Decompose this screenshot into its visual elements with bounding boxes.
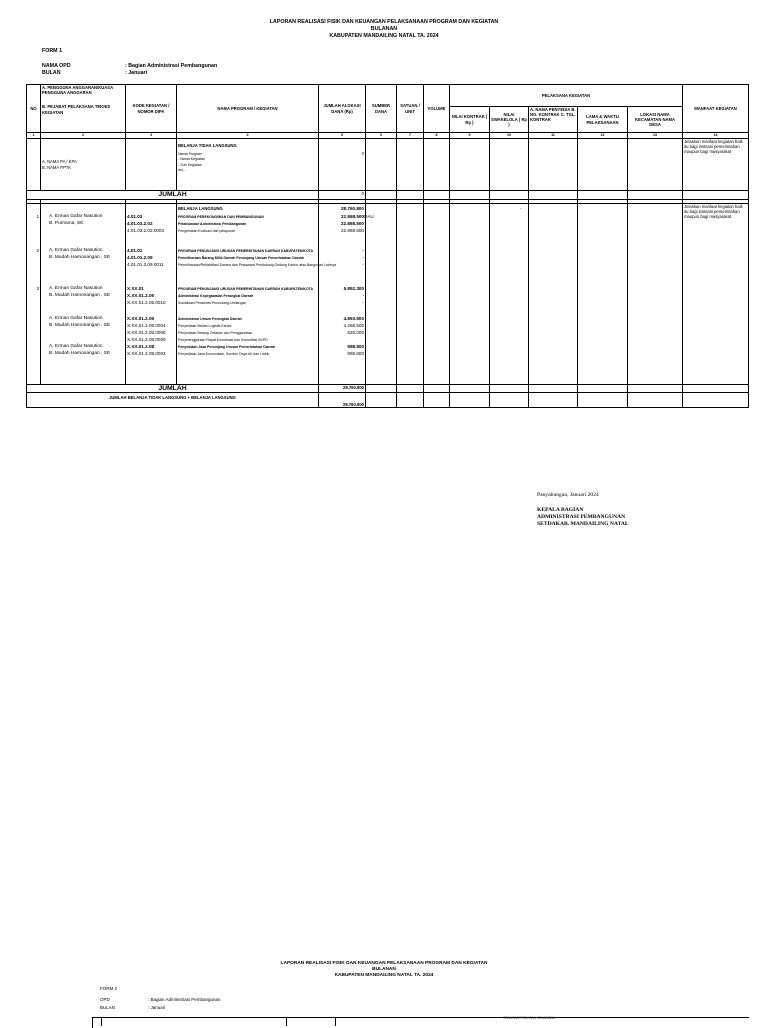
kode-kegiatan: 4.01.03 <box>127 214 143 219</box>
sub-kegiatan-name: Pemeliharaan/Rehabilitasi Sarana dan Prasarana Pendukung Gedung Kantor atau Bangunan Lainnya <box>178 262 337 267</box>
btl-item: dst... <box>178 167 186 172</box>
col-penyedia: A. NAMA PENYEDIA B. NO. KONTRAK C. TGL. KONTRAK <box>529 107 578 133</box>
form-label: FORM 1 <box>42 48 63 54</box>
btl-manfaat: Jelaskan manfaat kegiatan baik itu bagi instansi pemerintahan maupun bagi masyarakat <box>683 139 749 191</box>
alokasi-dana: - <box>362 300 364 305</box>
signature-place-date: Panyabungan, Januari 2024 <box>537 492 599 498</box>
column-number: 14 <box>683 133 749 139</box>
alokasi-dana: - <box>362 262 364 267</box>
page2-region: KABUPATEN MANDAILING NATAL TA. 2024 <box>334 973 434 978</box>
report-period: BULANAN <box>370 26 398 32</box>
group-pptk: B. Mudah Hamonangan , SE <box>49 255 111 260</box>
kode-kegiatan: X.XX.01.2.06.0005 <box>127 330 166 335</box>
kode-kegiatan: X.XX.01.2.05 <box>127 293 155 298</box>
sub-kegiatan-name: Penyelenggaraan Rapat Koordinasi dan Konsultasi SKPD <box>178 337 268 342</box>
program-name: Administrasi Kepegawaian Perangkat Daerah <box>178 293 254 298</box>
kode-kegiatan: X.XX.01.2.05.0010 <box>127 300 166 305</box>
grand-total-label: JUMLAH BELANJA TIDAK LANGSUNG + BELANJA LANGSUNG <box>27 393 319 408</box>
jumlah-bl-value: 28.760.800 <box>319 385 366 393</box>
btl-item: - Nama Kegiatan <box>178 157 205 162</box>
kode-kegiatan: X.XX.01.2.08 <box>127 344 155 349</box>
col-nilai-swakelola: NILAI SWAKELOLA ( Rp ) <box>490 107 529 133</box>
kode-kegiatan: X.XX.01.2.06.0009 <box>127 337 166 342</box>
signature-title-1: KEPALA BAGIAN <box>537 507 584 513</box>
alokasi-dana: - <box>362 293 364 298</box>
group-number: 1 <box>36 214 39 219</box>
report-table <box>26 84 749 408</box>
program-name: Pemeliharaan Barang Milik Daerah Penunjang Urusan Pemerintahan Daerah <box>178 255 305 260</box>
bl-manfaat: Jelaskan manfaat kegiatan baik itu bagi instansi pemerintahan maupun bagi masyarakat <box>683 204 749 385</box>
group-number: 2 <box>36 248 39 253</box>
sub-kegiatan-name: Penyediaan Jasa Komunikasi, Sumber Daya Air dan Listrik <box>178 351 270 356</box>
program-name: PROGRAM PENUNJANG URUSAN PEMERINTAHAN DAERAH KABUPATEN/KOTA <box>178 248 314 253</box>
group-pa: A. Erman Gafar Nasution <box>49 344 103 349</box>
group-pptk: B. Mudah Hamonangan , SE <box>49 323 111 328</box>
opd-label: NAMA OPD <box>42 63 71 69</box>
col-lokasi: LOKASI NAMA KECAMATAN NAMA DESA <box>628 107 683 133</box>
alokasi-dana: 22.868.500 <box>341 214 364 219</box>
group-pa: A. Erman Gafar Nasution <box>49 248 103 253</box>
alokasi-dana: 4.893.500 <box>343 316 364 321</box>
btl-pa: A. NAMA PA / KPA <box>42 159 77 165</box>
col-lama: LAMA & WAKTU PELAKSANAAN <box>578 107 628 133</box>
opd-value: : Bagian Administrasi Pembangunan <box>125 63 218 69</box>
page2-opd-value: : Bagian Administrasi Pembangunan <box>148 997 221 1002</box>
page2-title: LAPORAN REALISASI FISIK DAN KEUANGAN PELAKSANAAN PROGRAM DAN KEGIATAN <box>280 961 488 966</box>
btl-item: - Sub Kegiatan <box>178 162 202 167</box>
program-name: Pelaksanaan Administrasi Pembangunan <box>178 221 247 226</box>
col-kode: KODE KEGIATAN / NOMOR DIPA <box>126 85 177 133</box>
alokasi-dana: 4.268.500 <box>343 323 364 328</box>
page2-bulan-value: : Januari <box>148 1005 166 1010</box>
btl-value: 0 <box>319 139 366 191</box>
sub-kegiatan-name: Penyediaan Bahan Logistik Kantor <box>178 323 232 328</box>
kode-kegiatan: 4.01.01.2.09.0011 <box>127 262 164 267</box>
column-number: 6 <box>366 133 397 139</box>
alokasi-dana: 22.868.500 <box>341 228 364 233</box>
program-name: PROGRAM PENUNJANG URUSAN PEMERINTAHAN DAERAH KABUPATEN/KOTA <box>178 286 314 291</box>
kode-kegiatan: 4.01.03.2.02.0003 <box>127 228 165 233</box>
btl-item: Nama Program <box>178 152 203 157</box>
column-number: 3 <box>126 133 177 139</box>
group-pptk: B. Purnama, SE <box>49 221 84 226</box>
page2-col-hint: REALISASI FISIK DAN KEUANGAN <box>503 1016 555 1020</box>
group-pa: A. Erman Gafar Nasution <box>49 316 103 321</box>
sumber-dana: DAU <box>364 214 374 219</box>
bl-title: BELANJA LANGSUNG <box>178 206 223 211</box>
column-number: 10 <box>490 133 529 139</box>
column-number: 4 <box>177 133 319 139</box>
btl-pptk: B. NAMA PPTK <box>42 164 72 170</box>
col-no: NO <box>27 85 41 133</box>
alokasi-dana: 22.868.500 <box>341 221 364 226</box>
col-volume: VOLUME <box>424 85 450 133</box>
program-name: PROGRAM PEREKONOMIAN DAN PEMBANGUNAN <box>178 214 264 219</box>
group-pptk: B. Mudah Hamonangan , SE <box>49 293 111 298</box>
grand-total-value: 28.760.800 <box>319 393 366 408</box>
btl-title: BELANJA TIDAK LANGSUNG <box>178 143 237 148</box>
page2-opd-label: OPD <box>100 997 110 1002</box>
column-number: 5 <box>319 133 366 139</box>
col-pa: A. PENGGUNA ANGGARAN/KUASA PENGGUNA ANGGARAN <box>42 85 113 96</box>
col-satuan: SATUAN / UNIT <box>397 85 424 133</box>
kode-kegiatan: 4.01.03.2.02 <box>127 221 153 226</box>
bulan-label: BULAN <box>42 70 61 76</box>
alokasi-dana: - <box>362 248 364 253</box>
signature-title-3: SETDAKAB. MANDAILING NATAL <box>537 521 629 527</box>
report-title: LAPORAN REALISASI FISIK DAN KEUANGAN PELAKSANAAN PROGRAM DAN KEGIATAN <box>269 19 499 25</box>
column-number: 2 <box>41 133 126 139</box>
group-pa: A. Erman Gafar Nasution <box>49 214 103 219</box>
page2-bulan-label: BULAN <box>100 1005 116 1010</box>
col-manfaat: MANFAAT KEGIATAN <box>683 85 749 133</box>
program-name: Administrasi Umum Perangkat Daerah <box>178 316 242 321</box>
sub-kegiatan-name: Pengelolaan Evaluasi dan pelaporan <box>178 228 236 233</box>
alokasi-dana: - <box>362 255 364 260</box>
column-number: 8 <box>424 133 450 139</box>
sub-kegiatan-name: Penyediaan Barang Cetakan dan Penggandaan <box>178 330 253 335</box>
kode-kegiatan: 4.01.01.2.09 <box>127 255 153 260</box>
kode-kegiatan: 4.01.01 <box>127 248 143 253</box>
bl-total: 28.760.800 <box>341 206 364 211</box>
alokasi-dana: 998.800 <box>347 351 364 356</box>
kode-kegiatan: X.XX.01 <box>127 286 144 291</box>
pelaksana-swakelola: - <box>520 206 522 211</box>
jumlah-btl-value: 0 <box>319 191 366 200</box>
alokasi-dana: 998.800 <box>347 344 364 349</box>
col-pelaksana: PELAKSANA KEGIATAN <box>450 85 683 107</box>
col-sumber: SUMBER DANA <box>366 85 397 133</box>
group-number: 3 <box>36 286 39 291</box>
alokasi-dana: 625.000 <box>347 330 364 335</box>
column-number: 11 <box>529 133 578 139</box>
column-number: 9 <box>450 133 490 139</box>
col-jumlah: JUMLAH ALOKASI DANA (Rp) <box>319 85 366 133</box>
column-number: 7 <box>397 133 424 139</box>
page2-form-label: FORM 2 <box>100 986 118 991</box>
report-region: KABUPATEN MANDAILING NATAL TA. 2024 <box>329 33 439 39</box>
sub-kegiatan-name: Sosialisasi Peraturan Perundang-Undangan <box>178 300 247 305</box>
signature-title-2: ADMINISTRASI PEMBANGUNAN <box>537 514 626 520</box>
jumlah-btl-label: JUMLAH <box>27 191 319 200</box>
page2-table-top <box>92 1017 749 1028</box>
column-number: 12 <box>578 133 628 139</box>
jumlah-bl-label: JUMLAH <box>27 385 319 393</box>
bulan-value: : Januari <box>125 70 148 76</box>
col-nama: NAMA PROGRAM / KEGIATAN <box>177 85 319 133</box>
group-pa: A. Erman Gafar Nasution <box>49 286 103 291</box>
column-number: 13 <box>628 133 683 139</box>
kode-kegiatan: X.XX.01.2.06 <box>127 316 155 321</box>
kode-kegiatan: X.XX.01.2.08.0002 <box>127 351 166 356</box>
page2-period: BULANAN <box>372 967 396 972</box>
column-number: 1 <box>27 133 41 139</box>
kode-kegiatan: X.XX.01.2.06.0004 <box>127 323 166 328</box>
col-nilai-kontrak: NILAI KONTRAK ( Rp ) <box>450 107 490 133</box>
alokasi-dana: 5.892.300 <box>343 286 364 291</box>
program-name: Penyediaan Jasa Penunjang Urusan Pemerintahan Daerah <box>178 344 276 349</box>
group-pptk: B. Mudah Hamonangan , SE <box>49 351 111 356</box>
col-pptk: B. PEJABAT PELAKSANA TEKNIS KEGIATAN <box>42 104 111 115</box>
